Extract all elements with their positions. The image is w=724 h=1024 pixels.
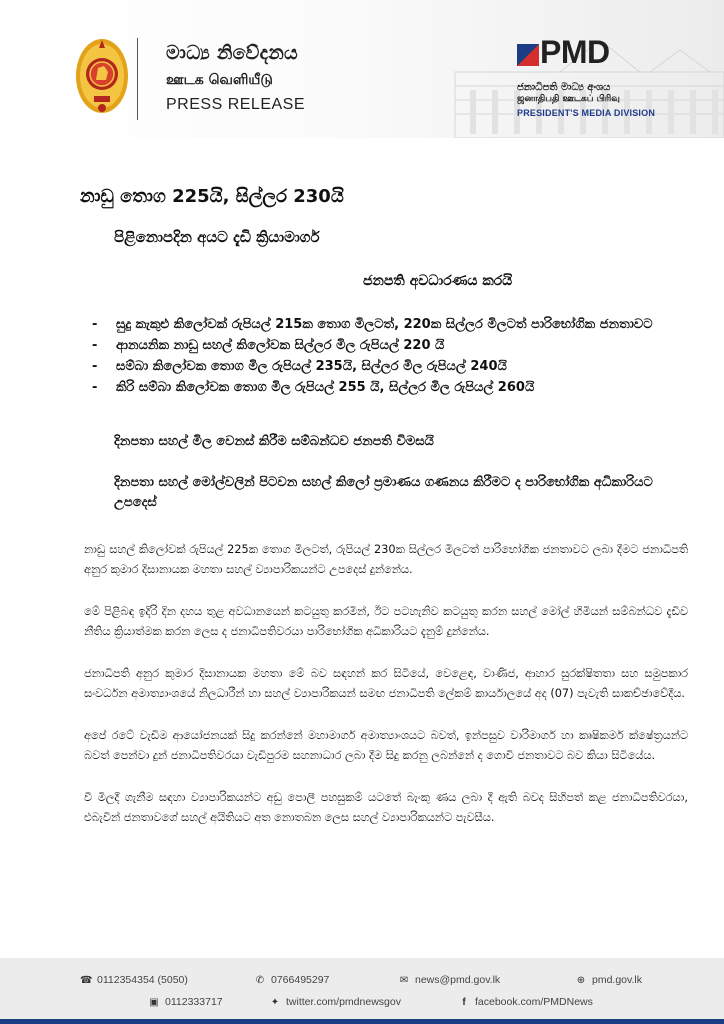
bullet-item: - කිරි සම්බා කිලෝවක තොග මිල රුපියල් 255 යි, සිල්ලර මිල රුපියල් 260යි <box>88 377 678 398</box>
fax-icon: ▣ <box>149 997 159 1008</box>
bullet-item: - සුදු කැකුළු කිලෝවක් රුපියල් 215ක තොග මිලටත්, 220ක සිල්ලර මිලටත් පාරිභෝගික ජනතාවට <box>88 314 678 335</box>
twitter-icon: ✦ <box>270 997 280 1008</box>
body-paragraph: අපේ රටේ වැඩිම ආයෝජනයක් සිදු කරන්නේ මහාමාර්ග අමාත්‍යාංශයට බවත්, ඉන්පසුව වාරිමාර්ග හා කෘෂිකර්ම ක්ෂේත්‍රයන්ට බවත් පෙන්වා දුන් ජනාධිපතිවරයා වැඩිපුරම සහනාධාර ලබා දීම සිදු කරනු ලබන්නේ ද ගොවි ජනතාවට බව කියා සිටියේය. <box>84 729 688 762</box>
body-paragraph: වී මිලදී ගැනීම සඳහා ව්‍යාපාරිකයන්ට අඩු පොලී පහසුකම් යටතේ බැංකු ණය ලබා දී ඇති බවද සිහිපත් කළ ජනාධිපතිවරයා, එබැවින් ජනතාවගේ සහල් අයිතියට අත නොතබන ලෙස සහල් ව්‍යාපාරිකයන්ට පැවසීය. <box>84 791 688 824</box>
facebook-text[interactable]: facebook.com/PMDNews <box>475 996 593 1008</box>
division-sinhala: ජනාධිපති මාධ්‍ය අංශය <box>517 82 611 93</box>
body-paragraph: නාඩු සහල් කිලෝවක් රුපියල් 225ක තොග මිලටත්, රුපියල් 230ක සිල්ලර මිලටත් පාරිභෝගික ජනතාවට ලබා දීමට ජනාධිපති අනුර කුමාර දිසානායක මහතා සහල් ව්‍යාපාරිකයන්ට උපදෙස් දුන්නේය. <box>84 543 688 576</box>
footer-brand-bar <box>0 1019 724 1024</box>
email-text[interactable]: news@pmd.gov.lk <box>415 974 501 986</box>
subheadline-4: දිනපතා සහල් මෝල්වලින් පිටවන සහල් කිලෝ ප්‍රමාණය ගණනය කිරීමට ද පාරිභෝගික අධිකාරියට උපදෙස් <box>114 475 653 510</box>
body-paragraph: මේ පිළිබඳ ඉදිරි දින දහය තුළ අවධානයෙන් කටයුතු කරමින්, ඊට පටහැනිව කටයුතු කරන සහල් මෝල් හිමියන් සම්බන්ධව දැඩිව නීතිය ක්‍රියාත්මක කරන ලෙස ද ජනාධිපතිවරයා පාරිභෝගික අධිකාරියට දැනුම් දුන්නේය. <box>84 605 688 638</box>
price-bullet-list <box>88 314 678 398</box>
footer-fax <box>148 996 223 1008</box>
footer-twitter[interactable] <box>269 996 401 1008</box>
subheadline-2: ජනපති අවධාරණය කරයි <box>363 273 513 289</box>
phone-icon: ☎ <box>80 975 93 986</box>
division-english: PRESIDENT'S MEDIA DIVISION <box>517 108 656 118</box>
header-divider <box>137 38 138 120</box>
phone-text: 0112354354 (5050) <box>97 974 188 986</box>
facebook-icon: f <box>462 997 466 1008</box>
mobile-text: 0766495297 <box>271 974 330 986</box>
contact-footer <box>0 958 724 1024</box>
footer-mobile <box>254 974 329 986</box>
pmd-logo-text: PMD <box>540 34 610 70</box>
footer-phone <box>80 974 188 986</box>
subheadline-3: දිනපතා සහල් මිල වෙනස් කිරීම සම්බන්ධව ජනපති විමසයි <box>114 434 434 449</box>
subheadline-1: පිළිනොපදින අයට දැඩි ක්‍රියාමාර්ග <box>114 228 320 246</box>
headline: නාඩු තොග 225යි, සිල්ලර 230යි <box>80 186 344 207</box>
title-sinhala: මාධ්‍ය නිවේදනය <box>166 42 299 64</box>
website-text[interactable]: pmd.gov.lk <box>592 974 642 986</box>
email-icon: ✉ <box>399 975 409 986</box>
article-body <box>84 540 688 850</box>
mobile-icon: ✆ <box>255 975 265 986</box>
bullet-item: - ආනයනික නාඩු සහල් කිලෝවක සිල්ලර මිල රුපියල් 220 යි <box>88 335 678 356</box>
title-english: PRESS RELEASE <box>166 96 305 113</box>
globe-icon: ⊕ <box>576 975 586 986</box>
fax-text: 0112333717 <box>165 996 223 1008</box>
bullet-item: - සම්බා කිලෝවක තොග මිල රුපියල් 235යි, සිල්ලර මිල රුපියල් 240යි <box>88 356 678 377</box>
pmd-logo-mark-icon <box>517 44 539 66</box>
national-emblem-icon <box>74 34 130 116</box>
title-tamil: ஊடக வெளியீடு <box>166 72 273 88</box>
twitter-text[interactable]: twitter.com/pmdnewsgov <box>286 996 401 1008</box>
division-tamil: ஜனாதிபதி ஊடகப் பிரிவு <box>517 94 620 104</box>
footer-facebook[interactable] <box>458 996 593 1008</box>
press-release-header <box>0 0 724 138</box>
body-paragraph: ජනාධිපති අනුර කුමාර දිසානායක මහතා මේ බව සඳහන් කර සිටියේ, වෙළෙඳ, වාණිජ, ආහාර සුරක්ෂිතතා සහ සමුපකාර සංවර්ධන අමාත්‍යාංශයේ නිලධාරීන් හා සහල් ව්‍යාපාරිකයන් සමඟ ජනාධිපති ලේකම් කාර්යාලයේ අද (07) පැවැති සාකච්ඡාවේදීය. <box>84 667 688 700</box>
footer-website[interactable] <box>575 974 642 986</box>
footer-email[interactable] <box>398 974 500 986</box>
